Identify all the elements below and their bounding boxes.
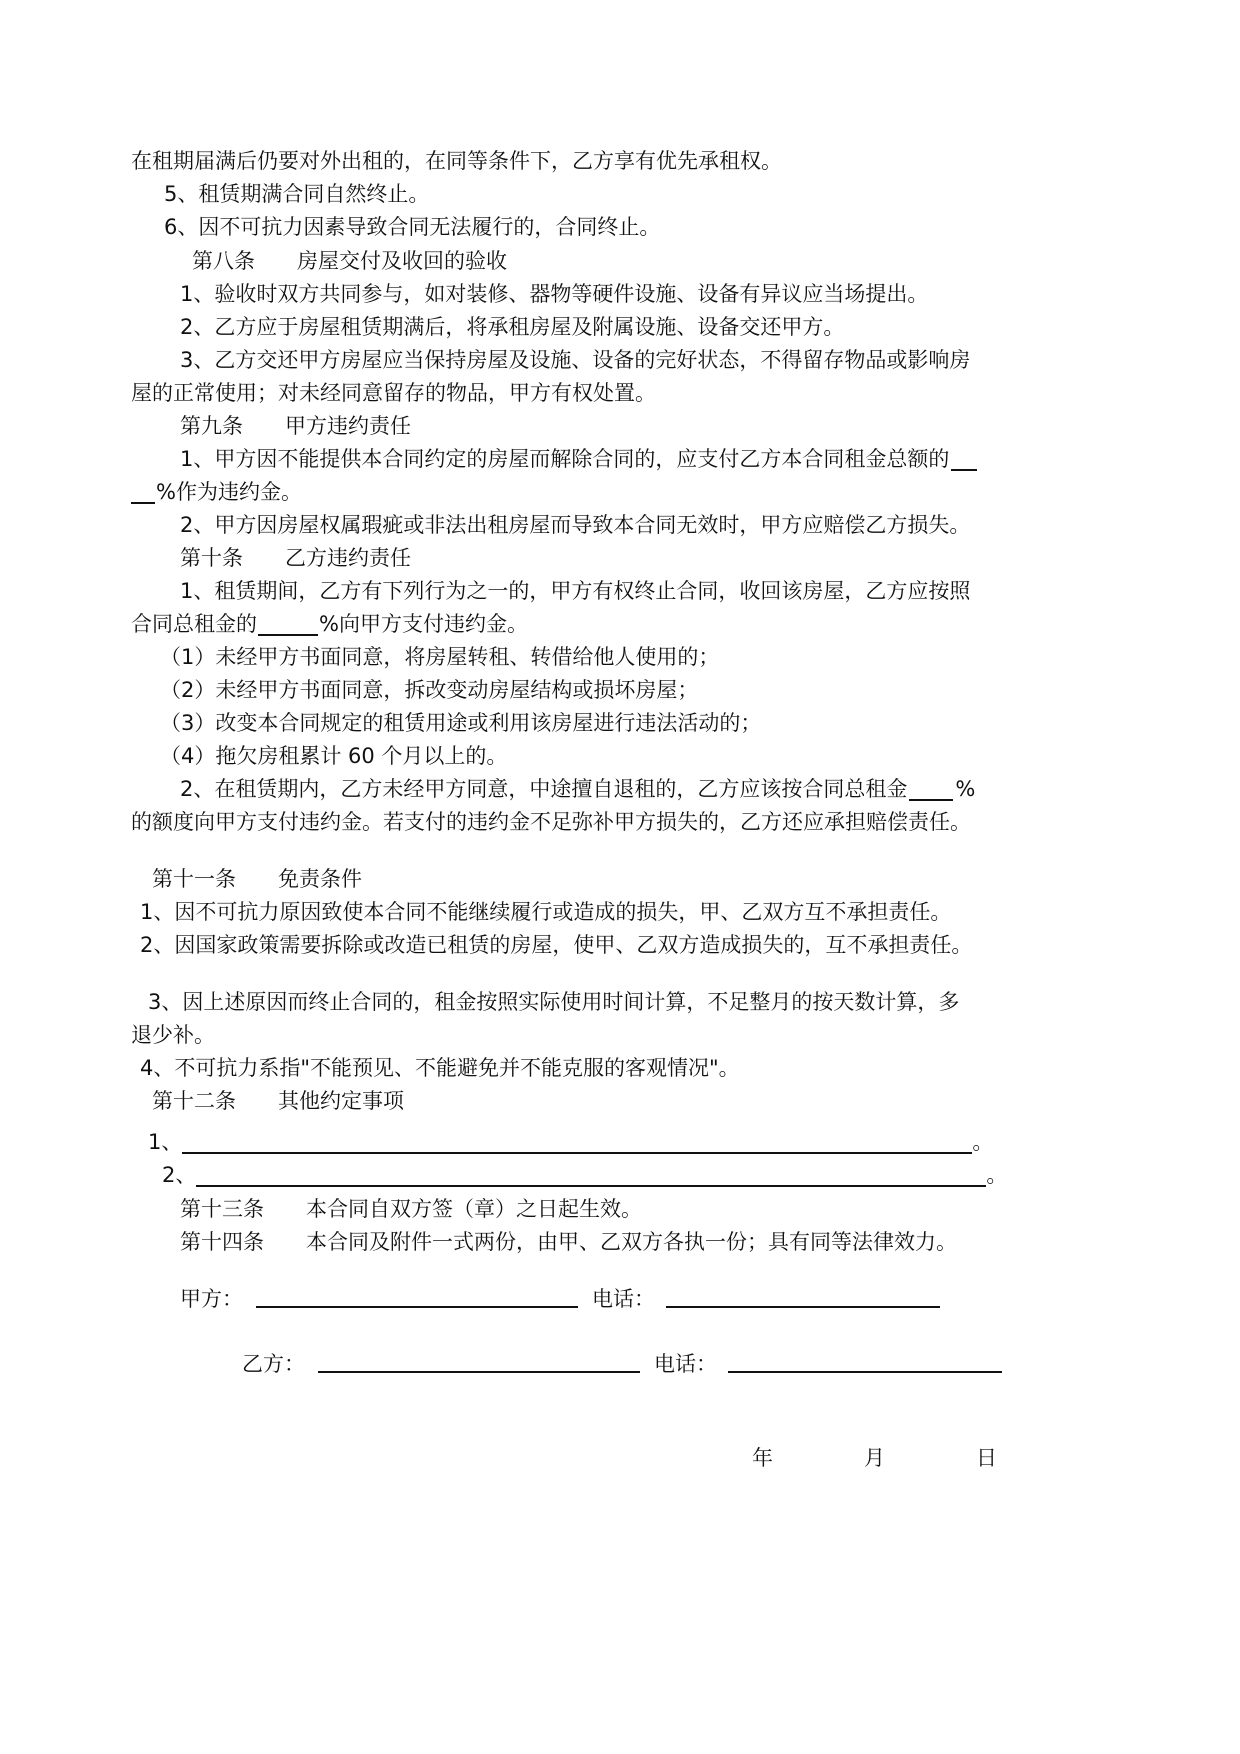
clause-10-sub-3: （3）改变本合同规定的租赁用途或利用该房屋进行违法活动的；	[160, 711, 762, 735]
clause-9-item-2: 2、甲方因房屋权属瑕疵或非法出租房屋而导致本合同无效时，甲方应赔偿乙方损失。	[180, 513, 971, 537]
party-b-phone-line[interactable]	[728, 1371, 1002, 1373]
clause-10-item-2-percent: %	[955, 777, 976, 801]
clause-12-heading: 第十二条 其他约定事项	[152, 1089, 404, 1113]
date-month-label: 月	[864, 1446, 885, 1470]
penalty-percent-blank-d[interactable]	[909, 799, 953, 801]
party-a-phone-label: 电话：	[592, 1287, 655, 1311]
clause-12-item-1	[148, 1126, 993, 1158]
clause-10-item-2-continued: 的额度向甲方支付违约金。若支付的违约金不足弥补甲方损失的，乙方还应承担赔偿责任。	[131, 810, 971, 834]
clause-11-item-4: 4、不可抗力系指"不能预见、不能避免并不能克服的客观情况"。	[140, 1056, 740, 1080]
clause-10-heading: 第十条 乙方违约责任	[180, 546, 411, 570]
date-day-label: 日	[976, 1446, 997, 1470]
clause-14: 第十四条 本合同及附件一式两份，由甲、乙双方各执一份；具有同等法律效力。	[180, 1230, 957, 1254]
party-b-phone-label: 电话：	[654, 1352, 717, 1376]
clause-7-item-5: 5、租赁期满合同自然终止。	[164, 182, 430, 206]
clause-13: 第十三条 本合同自双方签（章）之日起生效。	[180, 1197, 642, 1221]
clause-8-item-1: 1、验收时双方共同参与，如对装修、器物等硬件设施、设备有异议应当场提出。	[180, 282, 929, 306]
clause-10-sub-4: （4）拖欠房租累计 60 个月以上的。	[160, 744, 508, 768]
clause-12-item-1-number: 1、	[148, 1130, 183, 1154]
party-b-signature-line[interactable]	[318, 1371, 640, 1373]
party-a-signature-line[interactable]	[256, 1306, 578, 1308]
clause-10-item-2-text: 2、在租赁期内，乙方未经甲方同意，中途擅自退租的，乙方应该按合同总租金	[180, 777, 908, 801]
party-b-label: 乙方：	[242, 1352, 305, 1376]
clause-11-item-1: 1、因不可抗力原因致使本合同不能继续履行或造成的损失，甲、乙双方互不承担责任。	[140, 900, 952, 924]
other-terms-blank-2[interactable]	[196, 1185, 986, 1187]
clause-7-item-6: 6、因不可抗力因素导致合同无法履行的，合同终止。	[164, 215, 661, 239]
other-terms-blank-1[interactable]	[182, 1152, 972, 1154]
clause-10-item-1-continued	[131, 608, 528, 640]
clause-12-item-2	[162, 1159, 1007, 1191]
clause-9-item-1-continued	[131, 476, 302, 508]
clause-10-item-1-suffix: %向甲方支付违约金。	[319, 612, 528, 636]
clause-8-item-2: 2、乙方应于房屋租赁期满后，将承租房屋及附属设施、设备交还甲方。	[180, 315, 845, 339]
clause-10-item-1: 1、租赁期间，乙方有下列行为之一的，甲方有权终止合同，收回该房屋，乙方应按照	[180, 579, 971, 603]
penalty-percent-blank-b[interactable]	[131, 502, 155, 504]
clause-10-sub-2: （2）未经甲方书面同意，拆改变动房屋结构或损坏房屋；	[160, 678, 699, 702]
clause-12-item-2-number: 2、	[162, 1163, 197, 1187]
clause-9-item-1	[180, 443, 977, 475]
clause-8-item-3-continued: 屋的正常使用；对未经同意留存的物品，甲方有权处置。	[131, 381, 656, 405]
clause-11-item-2: 2、因国家政策需要拆除或改造已租赁的房屋，使甲、乙双方造成损失的，互不承担责任。	[140, 933, 973, 957]
clause-11-item-3-continued: 退少补。	[131, 1023, 215, 1047]
clause-8-heading: 第八条 房屋交付及收回的验收	[192, 249, 507, 273]
date-year-label: 年	[752, 1446, 773, 1470]
clause-9-heading: 第九条 甲方违约责任	[180, 414, 411, 438]
clause-10-sub-1: （1）未经甲方书面同意，将房屋转租、转借给他人使用的；	[160, 645, 720, 669]
clause-8-item-3: 3、乙方交还甲方房屋应当保持房屋及设施、设备的完好状态，不得留存物品或影响房	[180, 348, 971, 372]
clause-10-item-2	[180, 773, 975, 805]
party-a-phone-line[interactable]	[666, 1306, 940, 1308]
clause-7-text-continued: 在租期届满后仍要对外出租的，在同等条件下，乙方享有优先承租权。	[131, 149, 782, 173]
clause-9-item-1-text: 1、甲方因不能提供本合同约定的房屋而解除合同的，应支付乙方本合同租金总额的	[180, 447, 950, 471]
clause-9-item-1-suffix: %作为违约金。	[156, 480, 302, 504]
clause-12-item-1-end: 。	[972, 1130, 994, 1154]
penalty-percent-blank-a[interactable]	[951, 469, 977, 471]
party-a-label: 甲方：	[180, 1287, 243, 1311]
clause-11-item-3: 3、因上述原因而终止合同的，租金按照实际使用时间计算，不足整月的按天数计算，多	[148, 990, 960, 1014]
penalty-percent-blank-c[interactable]	[258, 634, 318, 636]
clause-10-item-1-prefix: 合同总租金的	[131, 612, 257, 636]
clause-12-item-2-end: 。	[986, 1163, 1008, 1187]
clause-11-heading: 第十一条 免责条件	[152, 867, 362, 891]
